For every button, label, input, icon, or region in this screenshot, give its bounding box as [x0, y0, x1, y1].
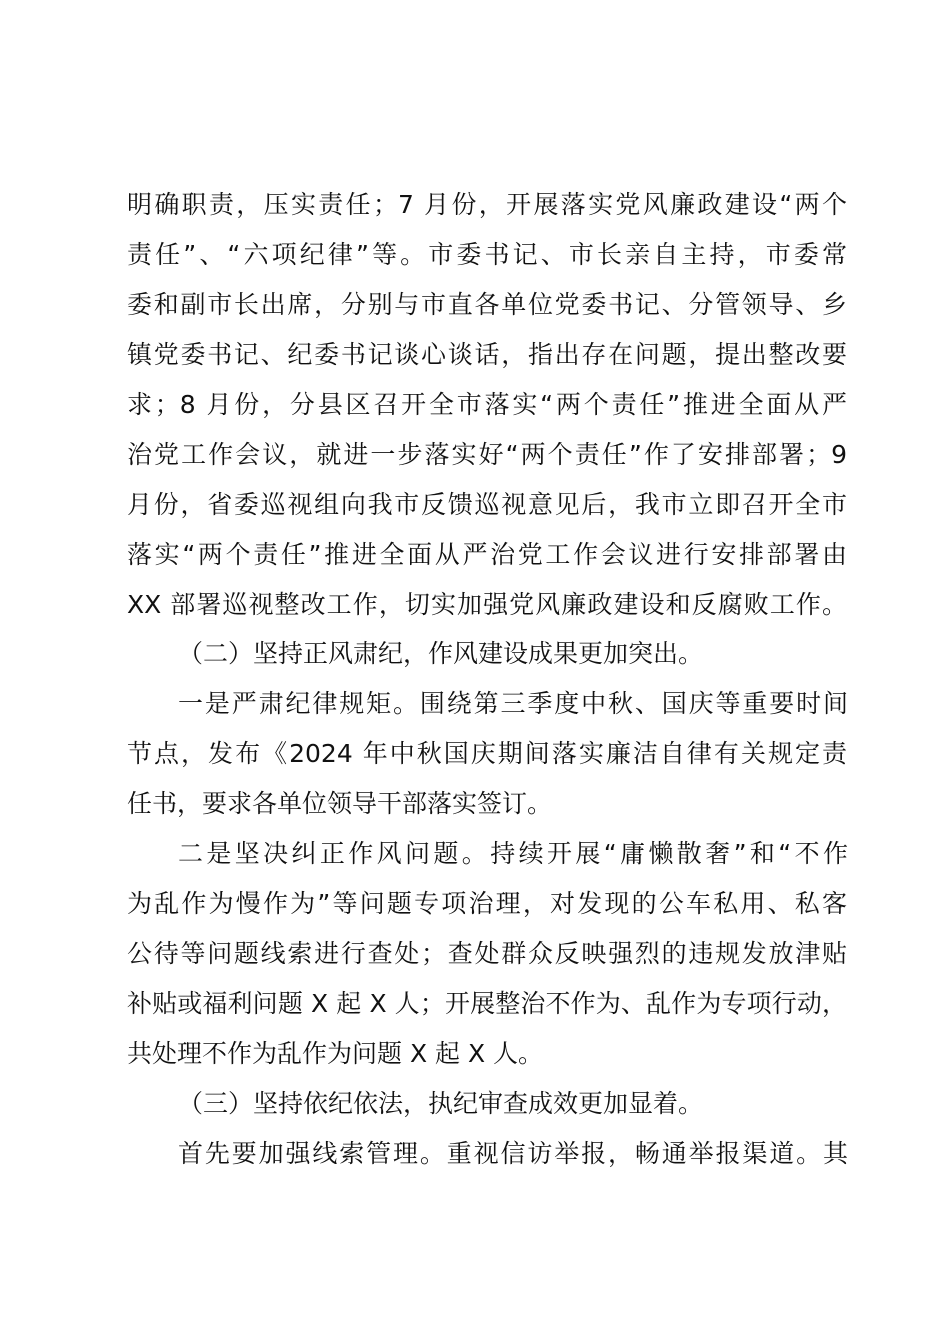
text-line: 为乱作为慢作为”等问题专项治理，对发现的公车私用、私客 [127, 889, 847, 918]
text-line: 治党工作会议，就进一步落实好“两个责任”作了安排部署；9 [127, 440, 847, 469]
text-line: 求；8 月份，分县区召开全市落实“两个责任”推进全面从严 [127, 390, 847, 419]
text-line: 镇党委书记、纪委书记谈心谈话，指出存在问题，提出整改要 [127, 340, 847, 369]
paragraph-first-line: 一是严肃纪律规矩。围绕第三季度中秋、国庆等重要时间 [178, 689, 848, 718]
text-line: 明确职责，压实责任；7 月份，开展落实党风廉政建设“两个 [127, 190, 847, 219]
text-line: 月份，省委巡视组向我市反馈巡视意见后，我市立即召开全市 [127, 490, 847, 519]
text-line: 补贴或福利问题 X 起 X 人；开展整治不作为、乱作为专项行动， [127, 989, 847, 1018]
text-line: 委和副市长出席，分别与市直各单位党委书记、分管领导、乡 [127, 290, 847, 319]
text-line: 节点，发布《2024 年中秋国庆期间落实廉洁自律有关规定责 [127, 739, 847, 768]
text-line: 责任”、“六项纪律”等。市委书记、市长亲自主持，市委常 [127, 240, 847, 269]
paragraph-first-line: 二是坚决纠正作风问题。持续开展“庸懒散奢”和“不作 [178, 839, 848, 868]
section-heading-3: （三）坚持依纪依法，执纪审查成效更加显着。 [178, 1089, 704, 1118]
section-heading-2: （二）坚持正风肃纪，作风建设成果更加突出。 [178, 639, 704, 668]
text-line: 任书，要求各单位领导干部落实签订。 [127, 789, 553, 818]
text-line: 落实“两个责任”推进全面从严治党工作会议进行安排部署由 [127, 540, 847, 569]
text-line: 公待等问题线索进行查处；查处群众反映强烈的违规发放津贴 [127, 939, 847, 968]
paragraph-first-line: 首先要加强线索管理。重视信访举报，畅通举报渠道。其 [178, 1139, 848, 1168]
text-line: 共处理不作为乱作为问题 X 起 X 人。 [127, 1039, 544, 1068]
text-line: XX 部署巡视整改工作，切实加强党风廉政建设和反腐败工作。 [127, 590, 847, 619]
